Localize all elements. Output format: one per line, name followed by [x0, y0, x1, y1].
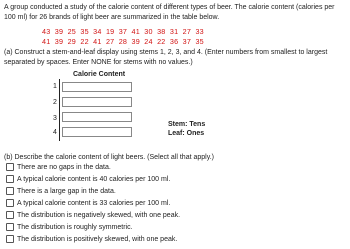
checkbox[interactable] [6, 175, 14, 183]
part-b-instructions: (b) Describe the calorie content of light beers. (Select all that apply.) [4, 154, 214, 161]
stem-2-label: 2 [53, 99, 57, 106]
checkbox[interactable] [6, 235, 14, 243]
checkbox[interactable] [6, 223, 14, 231]
problem-intro: A group conducted a study of the calorie content of different types of beer. The calorie content (calories per 100 ml) for 26 brands of light beer are summarized in the table below. [4, 4, 335, 21]
choice-label: A typical calorie content is 33 calories per 100 ml. [17, 199, 171, 207]
choice-1[interactable] [6, 163, 111, 171]
data-row-1: 43 39 25 35 34 19 37 41 30 38 31 27 33 [42, 27, 204, 36]
key-leaf: Leaf: Ones [168, 130, 205, 137]
choice-5[interactable] [6, 211, 180, 219]
leaf-input-stem-3[interactable] [62, 112, 132, 122]
checkbox[interactable] [6, 211, 14, 219]
choice-label: The distribution is negatively skewed, with one peak. [17, 211, 181, 219]
stem-4-label: 4 [53, 129, 57, 136]
checkbox[interactable] [6, 199, 14, 207]
key-stem: Stem: Tens [168, 121, 206, 128]
data-row-2: 41 39 29 22 41 27 28 39 24 22 36 37 35 [42, 36, 204, 46]
choice-label: The distribution is roughly symmetric. [17, 223, 133, 231]
stem-1-label: 1 [53, 83, 57, 90]
choice-label: The distribution is positively skewed, with one peak. [17, 235, 178, 243]
part-a-instructions: (a) Construct a stem-and-leaf display using stems 1, 2, 3, and 4. (Enter numbers from smallest to largest separated by spaces. Enter NONE for stems with no values.) [4, 49, 328, 66]
choice-4[interactable] [6, 199, 170, 207]
stem-leaf-key [168, 120, 205, 138]
choice-label: There is a large gap in the data. [17, 187, 116, 195]
leaf-input-stem-1[interactable] [62, 82, 132, 92]
choice-3[interactable] [6, 187, 116, 195]
stem-divider [59, 79, 60, 141]
choice-label: A typical calorie content is 40 calories per 100 ml. [17, 175, 171, 183]
choice-label: There are no gaps in the data. [17, 163, 111, 171]
stem-leaf-title: Calorie Content [73, 71, 126, 78]
checkbox[interactable] [6, 187, 14, 195]
data-values [42, 27, 204, 46]
choice-6[interactable] [6, 223, 133, 231]
stem-3-label: 3 [53, 115, 57, 122]
checkbox[interactable] [6, 163, 14, 171]
choice-2[interactable] [6, 175, 170, 183]
choice-7[interactable] [6, 235, 177, 243]
leaf-input-stem-4[interactable] [62, 127, 132, 137]
leaf-input-stem-2[interactable] [62, 97, 132, 107]
